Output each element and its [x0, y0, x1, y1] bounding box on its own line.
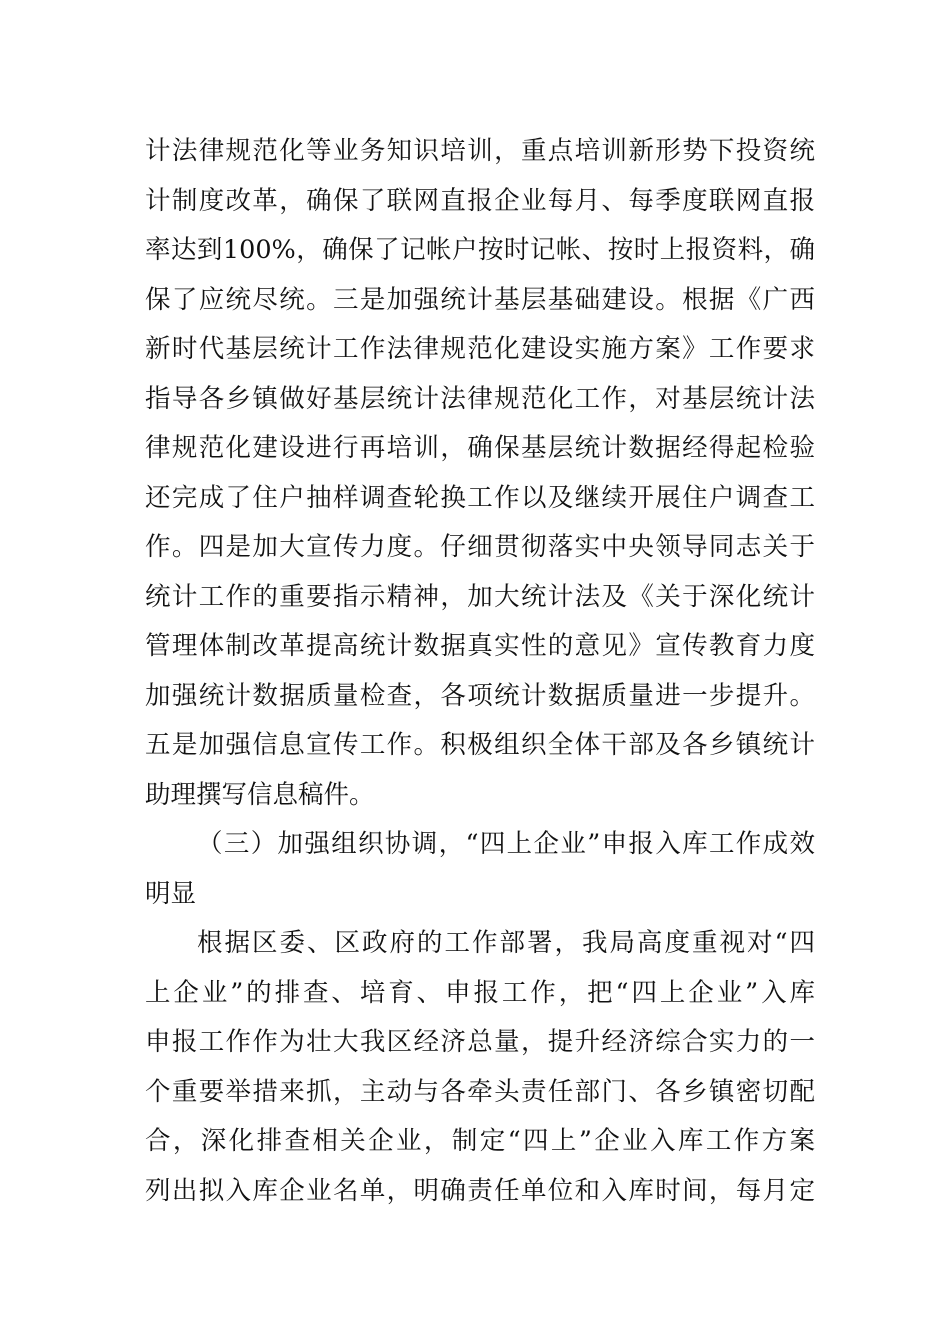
document-body [145, 127, 815, 1216]
text-line: 根据区委、区政府的工作部署，我局高度重视对“四 [197, 928, 815, 958]
text-line: 加强统计数据质量检查，各项统计数据质量进一步提升。 [145, 680, 815, 711]
text-line: 助理撰写信息稿件。 [145, 779, 375, 810]
text-line: 保了应统尽统。三是加强统计基层基础建设。根据《广西 [145, 284, 815, 315]
text-line: 列出拟入库企业名单，明确责任单位和入库时间，每月定 [145, 1175, 815, 1206]
text-line: 五是加强信息宣传工作。积极组织全体干部及各乡镇统计 [145, 730, 815, 760]
text-line: 作。四是加大宣传力度。仔细贯彻落实中央领导同志关于 [145, 532, 815, 562]
text-line: 计法律规范化等业务知识培训，重点培训新形势下投资统 [145, 136, 815, 166]
text-line: 还完成了住户抽样调查轮换工作以及继续开展住户调查工 [145, 482, 815, 513]
text-line: 申报工作作为壮大我区经济总量，提升经济综合实力的一 [145, 1027, 815, 1057]
text-line: 合，深化排查相关企业，制定“四上”企业入库工作方案 [145, 1126, 815, 1156]
text-line: 个重要举措来抓，主动与各牵头责任部门、各乡镇密切配 [145, 1076, 815, 1107]
section-heading-line: 明显 [145, 878, 197, 909]
text-line: 管理体制改革提高统计数据真实性的意见》宣传教育力度 [145, 631, 815, 661]
text-line: 统计工作的重要指示精神，加大统计法及《关于深化统计 [145, 581, 815, 612]
text-line: 上企业”的排查、培育、申报工作，把“四上企业”入库 [145, 977, 815, 1008]
text-line: 新时代基层统计工作法律规范化建设实施方案》工作要求 [145, 334, 815, 364]
section-heading-line: （三）加强组织协调，“四上企业”申报入库工作成效 [197, 829, 815, 859]
text-line: 计制度改革，确保了联网直报企业每月、每季度联网直报 [145, 185, 815, 216]
text-line: 率达到100%，确保了记帐户按时记帐、按时上报资料，确 [145, 235, 815, 265]
text-line: 指导各乡镇做好基层统计法律规范化工作，对基层统计法 [145, 383, 815, 414]
text-line: 律规范化建设进行再培训，确保基层统计数据经得起检验 [145, 433, 815, 463]
